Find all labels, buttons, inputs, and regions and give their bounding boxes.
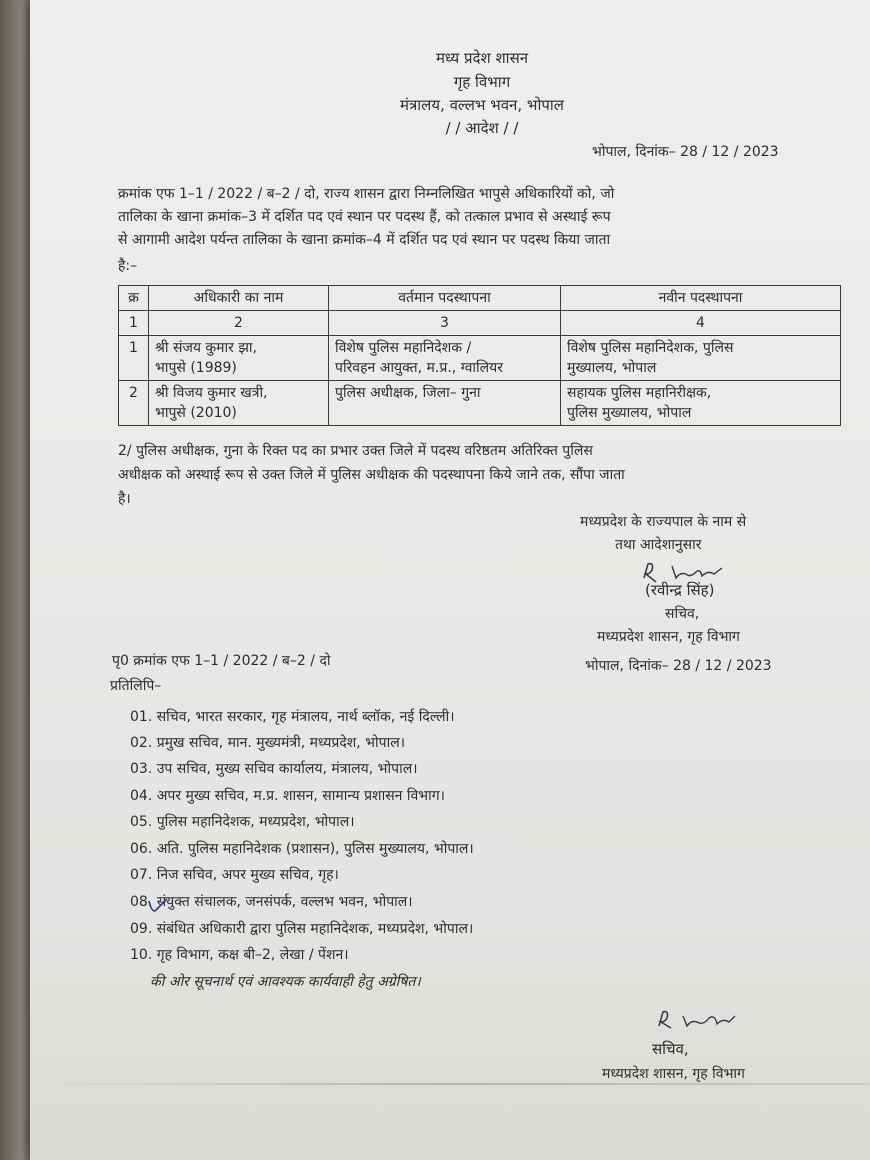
- cc-item: 03. उप सचिव, मुख्य सचिव कार्यालय, मंत्रालय, भोपाल।: [130, 761, 418, 777]
- new-posting-line: मुख्यालय, भोपाल: [567, 360, 657, 376]
- table-row: [119, 381, 841, 426]
- current-posting-line: परिवहन आयुक्त, म.प्र., ग्वालियर: [335, 360, 504, 376]
- endorsement-ref: पृ0 क्रमांक एफ 1–1 / 2022 / ब–2 / दो: [112, 653, 331, 669]
- cc-item: 04. अपर मुख्य सचिव, म.प्र. शासन, सामान्य प्रशासन विभाग।: [130, 788, 445, 804]
- row-officer-name: [149, 336, 329, 381]
- footer-department: मध्यप्रदेश शासन, गृह विभाग: [602, 1066, 745, 1082]
- cc-item: 02. प्रमुख सचिव, मान. मुख्यमंत्री, मध्यप्रदेश, भोपाल।: [130, 735, 406, 751]
- authority-line-2: तथा आदेशानुसार: [615, 537, 702, 553]
- header-government: मध्य प्रदेश शासन: [435, 49, 529, 67]
- signatory-department: मध्यप्रदेश शासन, गृह विभाग: [597, 629, 740, 645]
- cc-item: 10. गृह विभाग, कक्ष बी–2, लेखा / पेंशन।: [130, 947, 349, 963]
- header-sr: क्र: [119, 286, 149, 311]
- footer-designation: सचिव,: [652, 1040, 689, 1058]
- footer-signature-mark: [655, 1006, 765, 1034]
- signatory-designation: सचिव,: [665, 606, 700, 622]
- para2-line-2: अधीक्षक को अस्थाई रूप से उक्त जिले में पुलिस अधीक्षक की पदस्थापना किये जाने तक, सौंपा जाता: [118, 467, 625, 483]
- para2-line-1: 2/ पुलिस अधीक्षक, गुना के रिक्त पद का प्रभार उक्त जिले में पदस्थ वरिष्ठतम अतिरिक्त पुलिस: [118, 443, 593, 459]
- cc-item: 08. संयुक्त संचालक, जनसंपर्क, वल्लभ भवन, भोपाल।: [130, 894, 413, 910]
- current-posting-line: पुलिस अधीक्षक, जिला– गुना: [335, 385, 481, 401]
- order-document: [30, 0, 870, 1160]
- table-header-row: [119, 286, 841, 311]
- col-number: 4: [561, 311, 841, 336]
- cc-item: 07. निज सचिव, अपर मुख्य सचिव, गृह।: [130, 867, 339, 883]
- row-current-posting: [329, 381, 561, 426]
- col-number: 2: [149, 311, 329, 336]
- new-posting-line: विशेष पुलिस महानिदेशक, पुलिस: [567, 340, 734, 356]
- header-officer-name: अधिकारी का नाम: [149, 286, 329, 311]
- header-order-title: / / आदेश / /: [445, 119, 519, 137]
- row-new-posting: [561, 336, 841, 381]
- current-posting-line: विशेष पुलिस महानिदेशक /: [335, 340, 472, 356]
- cc-item: 06. अति. पुलिस महानिदेशक (प्रशासन), पुलिस मुख्यालय, भोपाल।: [130, 841, 474, 857]
- endorsement-date: भोपाल, दिनांक– 28 / 12 / 2023: [585, 658, 772, 674]
- order-date: भोपाल, दिनांक– 28 / 12 / 2023: [592, 144, 779, 160]
- intro-line-3: से आगामी आदेश पर्यन्त तालिका के खाना क्रमांक–4 में दर्शित पद एवं स्थान पर पदस्थ किया जाता: [118, 232, 611, 248]
- officer-name: श्री विजय कुमार खत्री,: [155, 385, 268, 401]
- intro-line-4: है:–: [118, 258, 138, 274]
- authority-line-1: मध्यप्रदेश के राज्यपाल के नाम से: [580, 514, 747, 530]
- new-posting-line: सहायक पुलिस महानिरीक्षक,: [567, 385, 712, 401]
- officer-service: भापुसे (1989): [155, 360, 237, 376]
- tick-mark-icon: [147, 895, 169, 915]
- header-current-posting: वर्तमान पदस्थापना: [329, 286, 561, 311]
- header-address: मंत्रालय, वल्लभ भवन, भोपाल: [400, 96, 564, 114]
- cc-item: 05. पुलिस महानिदेशक, मध्यप्रदेश, भोपाल।: [130, 814, 355, 830]
- row-new-posting: [561, 381, 841, 426]
- para2-line-3: है।: [118, 491, 131, 507]
- posting-table: [118, 285, 841, 426]
- table-column-number-row: [119, 311, 841, 336]
- cc-item: 09. संबंधित अधिकारी द्वारा पुलिस महानिदेशक, मध्यप्रदेश, भोपाल।: [130, 921, 474, 937]
- row-sr: 1: [119, 336, 149, 381]
- row-sr: 2: [119, 381, 149, 426]
- col-number: 1: [119, 311, 149, 336]
- forward-note: की ओर सूचनार्थ एवं आवश्यक कार्यवाही हेतु अग्रेषित।: [150, 974, 421, 990]
- intro-line-2: तालिका के खाना क्रमांक–3 में दर्शित पद एवं स्थान पर पदस्थ हैं, को तत्काल प्रभाव से अस्थाई रूप: [118, 209, 611, 225]
- officer-service: भापुसे (2010): [155, 405, 237, 421]
- col-number: 3: [329, 311, 561, 336]
- paper-fold-line: [30, 1083, 870, 1085]
- new-posting-line: पुलिस मुख्यालय, भोपाल: [567, 405, 692, 421]
- officer-name: श्री संजय कुमार झा,: [155, 340, 257, 356]
- intro-line-1: क्रमांक एफ 1–1 / 2022 / ब–2 / दो, राज्य शासन द्वारा निम्नलिखित भापुसे अधिकारियों को, जो: [118, 186, 615, 202]
- header-new-posting: नवीन पदस्थापना: [561, 286, 841, 311]
- signatory-name: (रवीन्द्र सिंह): [645, 581, 715, 599]
- row-officer-name: [149, 381, 329, 426]
- header-department: गृह विभाग: [453, 73, 511, 91]
- copy-to-label: प्रतिलिपि–: [110, 678, 162, 694]
- row-current-posting: [329, 336, 561, 381]
- table-row: [119, 336, 841, 381]
- cc-item: 01. सचिव, भारत सरकार, गृह मंत्रालय, नार्थ ब्लॉक, नई दिल्ली।: [130, 709, 455, 725]
